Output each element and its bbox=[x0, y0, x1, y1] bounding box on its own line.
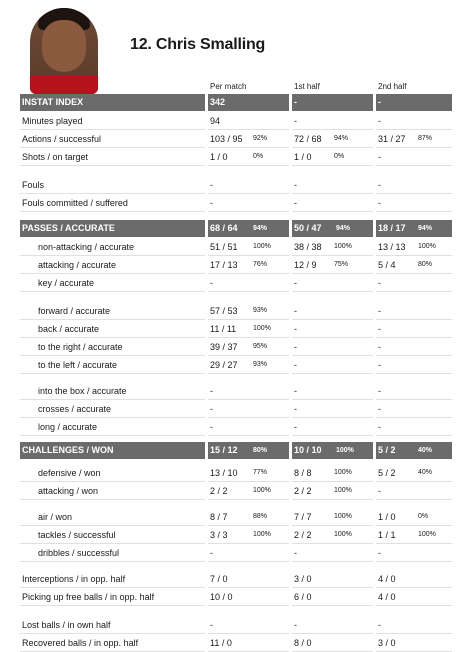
value-second-half: - bbox=[378, 306, 381, 316]
pct-per-match: 88% bbox=[253, 513, 268, 520]
pct-second-half: 0% bbox=[418, 513, 429, 520]
row-label: to the right / accurate bbox=[38, 342, 123, 352]
pct-per-match: 0% bbox=[253, 153, 264, 160]
section-band bbox=[376, 94, 452, 111]
table-row bbox=[0, 302, 463, 320]
value-first-half: 3 / 0 bbox=[294, 574, 312, 584]
section-value-second-half: 5 / 2 bbox=[378, 445, 396, 455]
value-per-match: 29 / 27 bbox=[210, 360, 238, 370]
value-per-match: - bbox=[210, 620, 213, 630]
section-label: CHALLENGES / WON bbox=[22, 445, 114, 455]
table-row bbox=[0, 238, 463, 256]
row-label: Actions / successful bbox=[22, 134, 102, 144]
row-divider bbox=[20, 435, 205, 436]
value-per-match: - bbox=[210, 278, 213, 288]
row-divider bbox=[20, 373, 205, 374]
row-divider bbox=[208, 165, 289, 166]
table-row bbox=[0, 130, 463, 148]
table-row bbox=[0, 400, 463, 418]
section-value-second-half: 18 / 17 bbox=[378, 223, 406, 233]
table-row bbox=[0, 148, 463, 166]
value-per-match: 10 / 0 bbox=[210, 592, 233, 602]
value-per-match: - bbox=[210, 422, 213, 432]
row-label: key / accurate bbox=[38, 278, 95, 288]
value-first-half: - bbox=[294, 360, 297, 370]
row-label: Minutes played bbox=[22, 116, 83, 126]
pct-first-half: 100% bbox=[334, 531, 352, 538]
value-first-half: - bbox=[294, 342, 297, 352]
section-pct-per-match: 80% bbox=[253, 447, 268, 454]
pct-first-half: 94% bbox=[334, 135, 349, 142]
pct-second-half: 100% bbox=[418, 243, 436, 250]
row-label: forward / accurate bbox=[38, 306, 111, 316]
value-per-match: 103 / 95 bbox=[210, 134, 243, 144]
row-label: crosses / accurate bbox=[38, 404, 112, 414]
table-row bbox=[0, 616, 463, 634]
row-divider bbox=[292, 165, 373, 166]
pct-per-match: 100% bbox=[253, 487, 271, 494]
pct-first-half: 75% bbox=[334, 261, 349, 268]
row-divider bbox=[376, 499, 452, 500]
row-divider bbox=[20, 211, 205, 212]
pct-per-match: 77% bbox=[253, 469, 268, 476]
value-second-half: - bbox=[378, 404, 381, 414]
row-divider bbox=[20, 291, 205, 292]
row-label: Interceptions / in opp. half bbox=[22, 574, 126, 584]
row-divider bbox=[292, 499, 373, 500]
value-first-half: - bbox=[294, 620, 297, 630]
section-value-first-half: - bbox=[294, 97, 297, 107]
pct-per-match: 93% bbox=[253, 307, 268, 314]
value-first-half: - bbox=[294, 422, 297, 432]
row-divider bbox=[20, 165, 205, 166]
row-label: air / won bbox=[38, 512, 73, 522]
value-per-match: 94 bbox=[210, 116, 221, 126]
table-row bbox=[0, 320, 463, 338]
value-first-half: - bbox=[294, 116, 297, 126]
section-value-first-half: 10 / 10 bbox=[294, 445, 322, 455]
value-second-half: - bbox=[378, 180, 381, 190]
value-per-match: - bbox=[210, 198, 213, 208]
value-first-half: 8 / 8 bbox=[294, 468, 312, 478]
row-label: back / accurate bbox=[38, 324, 100, 334]
row-label: tackles / successful bbox=[38, 530, 116, 540]
row-label: attacking / won bbox=[38, 486, 99, 496]
pct-per-match: 95% bbox=[253, 343, 268, 350]
value-second-half: 5 / 2 bbox=[378, 468, 396, 478]
row-label: Picking up free balls / in opp. half bbox=[22, 592, 155, 602]
row-divider bbox=[208, 605, 289, 606]
section-pct-first-half: 94% bbox=[336, 225, 351, 232]
pct-first-half: 0% bbox=[334, 153, 345, 160]
row-divider bbox=[376, 435, 452, 436]
value-per-match: - bbox=[210, 404, 213, 414]
row-divider bbox=[20, 605, 205, 606]
row-divider bbox=[20, 561, 205, 562]
row-divider bbox=[376, 211, 452, 212]
row-label: Fouls bbox=[22, 180, 45, 190]
row-divider bbox=[292, 435, 373, 436]
pct-per-match: 76% bbox=[253, 261, 268, 268]
value-first-half: 2 / 2 bbox=[294, 486, 312, 496]
value-per-match: 17 / 13 bbox=[210, 260, 238, 270]
pct-per-match: 92% bbox=[253, 135, 268, 142]
table-row bbox=[0, 176, 463, 194]
pct-first-half: 100% bbox=[334, 243, 352, 250]
value-second-half: 1 / 0 bbox=[378, 512, 396, 522]
pct-first-half: 100% bbox=[334, 469, 352, 476]
pct-first-half: 100% bbox=[334, 487, 352, 494]
row-label: Recovered balls / in opp. half bbox=[22, 638, 139, 648]
section-pct-per-match: 94% bbox=[253, 225, 268, 232]
value-second-half: - bbox=[378, 422, 381, 432]
row-label: Shots / on target bbox=[22, 152, 89, 162]
section-label: INSTAT INDEX bbox=[22, 97, 84, 107]
row-divider bbox=[292, 211, 373, 212]
value-second-half: - bbox=[378, 386, 381, 396]
table-row bbox=[0, 526, 463, 544]
section-band bbox=[292, 94, 373, 111]
table-row bbox=[0, 544, 463, 562]
row-label: long / accurate bbox=[38, 422, 98, 432]
value-per-match: 13 / 10 bbox=[210, 468, 238, 478]
value-second-half: 4 / 0 bbox=[378, 574, 396, 584]
value-first-half: - bbox=[294, 548, 297, 558]
pct-per-match: 100% bbox=[253, 325, 271, 332]
value-second-half: 5 / 4 bbox=[378, 260, 396, 270]
row-divider bbox=[20, 499, 205, 500]
pct-first-half: 100% bbox=[334, 513, 352, 520]
row-divider bbox=[208, 499, 289, 500]
section-pct-second-half: 40% bbox=[418, 447, 433, 454]
value-first-half: - bbox=[294, 324, 297, 334]
value-per-match: 8 / 7 bbox=[210, 512, 228, 522]
value-first-half: - bbox=[294, 180, 297, 190]
value-per-match: 7 / 0 bbox=[210, 574, 228, 584]
value-first-half: - bbox=[294, 306, 297, 316]
value-first-half: - bbox=[294, 278, 297, 288]
value-second-half: 3 / 0 bbox=[378, 638, 396, 648]
value-per-match: 2 / 2 bbox=[210, 486, 228, 496]
column-header-second-half: 2nd half bbox=[378, 82, 407, 91]
table-row bbox=[0, 634, 463, 652]
table-row bbox=[0, 482, 463, 500]
table-row bbox=[0, 508, 463, 526]
value-second-half: - bbox=[378, 116, 381, 126]
table-row bbox=[0, 338, 463, 356]
value-first-half: - bbox=[294, 404, 297, 414]
value-first-half: - bbox=[294, 198, 297, 208]
row-divider bbox=[208, 291, 289, 292]
player-portrait-icon bbox=[30, 8, 98, 94]
value-second-half: 1 / 1 bbox=[378, 530, 396, 540]
table-row bbox=[0, 382, 463, 400]
value-second-half: - bbox=[378, 620, 381, 630]
row-divider bbox=[292, 605, 373, 606]
pct-per-match: 100% bbox=[253, 531, 271, 538]
row-divider bbox=[208, 373, 289, 374]
section-header-passes bbox=[20, 220, 452, 237]
value-first-half: 12 / 9 bbox=[294, 260, 317, 270]
row-label: dribbles / successful bbox=[38, 548, 120, 558]
value-per-match: - bbox=[210, 180, 213, 190]
value-second-half: - bbox=[378, 152, 381, 162]
value-per-match: - bbox=[210, 386, 213, 396]
table-row bbox=[0, 194, 463, 212]
value-first-half: 6 / 0 bbox=[294, 592, 312, 602]
value-first-half: - bbox=[294, 386, 297, 396]
value-first-half: 38 / 38 bbox=[294, 242, 322, 252]
row-label: attacking / accurate bbox=[38, 260, 117, 270]
value-per-match: 51 / 51 bbox=[210, 242, 238, 252]
player-name: 12. Chris Smalling bbox=[130, 36, 266, 53]
value-second-half: 4 / 0 bbox=[378, 592, 396, 602]
value-first-half: 72 / 68 bbox=[294, 134, 322, 144]
section-header-challenges bbox=[20, 442, 452, 459]
column-header-first-half: 1st half bbox=[294, 82, 320, 91]
table-row bbox=[0, 464, 463, 482]
pct-per-match: 100% bbox=[253, 243, 271, 250]
value-per-match: 3 / 3 bbox=[210, 530, 228, 540]
value-second-half: - bbox=[378, 548, 381, 558]
section-value-per-match: 68 / 64 bbox=[210, 223, 238, 233]
table-row bbox=[0, 418, 463, 436]
pct-second-half: 87% bbox=[418, 135, 433, 142]
value-per-match: - bbox=[210, 548, 213, 558]
table-row bbox=[0, 588, 463, 606]
section-value-per-match: 15 / 12 bbox=[210, 445, 238, 455]
row-divider bbox=[376, 291, 452, 292]
value-per-match: 11 / 0 bbox=[210, 638, 232, 648]
value-per-match: 11 / 11 bbox=[210, 324, 237, 334]
table-row bbox=[0, 570, 463, 588]
value-first-half: 2 / 2 bbox=[294, 530, 312, 540]
row-divider bbox=[208, 561, 289, 562]
value-second-half: - bbox=[378, 342, 381, 352]
pct-per-match: 93% bbox=[253, 361, 268, 368]
row-divider bbox=[292, 373, 373, 374]
row-label: to the left / accurate bbox=[38, 360, 118, 370]
value-first-half: 1 / 0 bbox=[294, 152, 312, 162]
section-label: PASSES / ACCURATE bbox=[22, 223, 115, 233]
value-first-half: 7 / 7 bbox=[294, 512, 312, 522]
row-divider bbox=[376, 373, 452, 374]
row-divider bbox=[292, 561, 373, 562]
section-pct-first-half: 100% bbox=[336, 447, 354, 454]
row-label: into the box / accurate bbox=[38, 386, 127, 396]
value-second-half: - bbox=[378, 486, 381, 496]
value-first-half: 8 / 0 bbox=[294, 638, 312, 648]
row-divider bbox=[292, 291, 373, 292]
row-divider bbox=[376, 165, 452, 166]
value-per-match: 57 / 53 bbox=[210, 306, 238, 316]
section-value-per-match: 342 bbox=[210, 97, 226, 107]
section-value-first-half: 50 / 47 bbox=[294, 223, 322, 233]
section-header-instat bbox=[20, 94, 452, 111]
pct-second-half: 80% bbox=[418, 261, 433, 268]
pct-second-half: 40% bbox=[418, 469, 433, 476]
table-row bbox=[0, 112, 463, 130]
value-second-half: - bbox=[378, 324, 381, 334]
row-label: Fouls committed / suffered bbox=[22, 198, 128, 208]
row-label: defensive / won bbox=[38, 468, 101, 478]
value-second-half: - bbox=[378, 360, 381, 370]
section-value-second-half: - bbox=[378, 97, 381, 107]
value-second-half: - bbox=[378, 278, 381, 288]
section-pct-second-half: 94% bbox=[418, 225, 433, 232]
value-second-half: 31 / 27 bbox=[378, 134, 406, 144]
table-row bbox=[0, 274, 463, 292]
row-divider bbox=[208, 435, 289, 436]
value-per-match: 39 / 37 bbox=[210, 342, 238, 352]
player-header bbox=[0, 0, 463, 96]
row-label: Lost balls / in own half bbox=[22, 620, 111, 630]
column-header-per-match: Per match bbox=[210, 82, 247, 91]
table-row bbox=[0, 356, 463, 374]
value-per-match: 1 / 0 bbox=[210, 152, 228, 162]
value-second-half: - bbox=[378, 198, 381, 208]
table-row bbox=[0, 256, 463, 274]
row-label: non-attacking / accurate bbox=[38, 242, 135, 252]
row-divider bbox=[208, 211, 289, 212]
row-divider bbox=[376, 561, 452, 562]
value-second-half: 13 / 13 bbox=[378, 242, 406, 252]
pct-second-half: 100% bbox=[418, 531, 436, 538]
row-divider bbox=[376, 605, 452, 606]
